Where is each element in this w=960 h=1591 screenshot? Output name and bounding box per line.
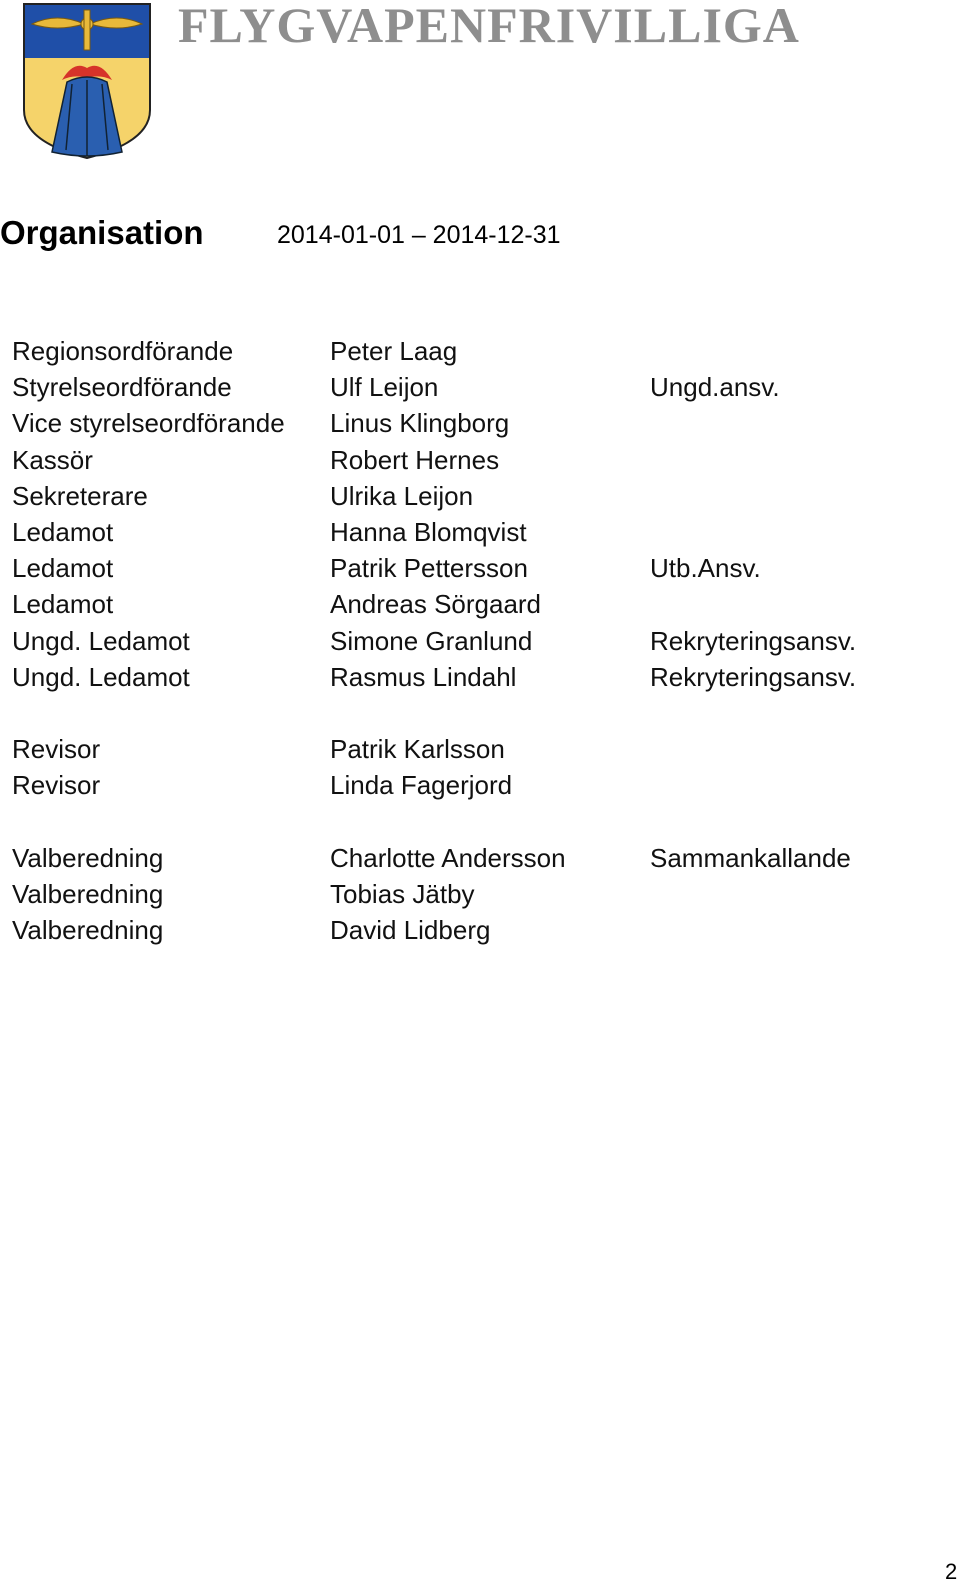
role-cell: Vice styrelseordförande [12, 408, 285, 439]
role-cell: Valberedning [12, 842, 164, 873]
name-cell: Rasmus Lindahl [330, 661, 517, 692]
title-row [0, 211, 960, 255]
note-cell: Utb.Ansv. [650, 553, 761, 584]
role-cell: Revisor [12, 770, 101, 801]
role-cell: Ledamot [12, 516, 114, 547]
role-cell: Kassör [12, 444, 93, 475]
auditors-section [0, 731, 960, 803]
name-cell: Tobias Jätby [330, 878, 475, 909]
roster-row [0, 550, 960, 586]
name-cell: Linda Fagerjord [330, 770, 513, 801]
name-cell: Hanna Blomqvist [330, 516, 527, 547]
note-cell: Ungd.ansv. [650, 372, 780, 403]
organization-roster [0, 333, 960, 948]
name-cell: Peter Laag [330, 336, 458, 366]
roster-row [0, 912, 960, 948]
page-header [0, 0, 960, 165]
page-title: Organisation [0, 214, 204, 251]
role-cell: Ungd. Ledamot [12, 661, 190, 692]
roster-row [0, 333, 960, 369]
role-cell: Sekreterare [12, 480, 148, 511]
organization-name: FLYGVAPENFRIVILLIGA [178, 0, 800, 53]
roster-row [0, 767, 960, 803]
page-number: 2 [945, 1559, 958, 1584]
name-cell: Ulrika Leijon [330, 480, 474, 511]
role-cell: Styrelseordförande [12, 372, 232, 403]
board-section [0, 333, 960, 695]
name-cell: Andreas Sörgaard [330, 589, 542, 620]
role-cell: Ledamot [12, 589, 114, 620]
note-cell: Rekryteringsansv. [650, 661, 857, 692]
roster-row [0, 478, 960, 514]
roster-row [0, 840, 960, 876]
nomination-committee-section [0, 840, 960, 949]
name-cell: Robert Hernes [330, 444, 500, 475]
name-cell: Simone Granlund [330, 625, 533, 656]
roster-row [0, 442, 960, 478]
roster-row [0, 659, 960, 695]
roster-row [0, 369, 960, 405]
period: 2014-01-01 – 2014-12-31 [277, 221, 561, 249]
roster-row [0, 586, 960, 622]
name-cell: Ulf Leijon [330, 372, 439, 403]
roster-row [0, 514, 960, 550]
name-cell: Patrik Karlsson [330, 734, 505, 765]
role-cell: Valberedning [12, 878, 164, 909]
role-cell: Regionsordförande [12, 336, 234, 366]
roster-row [0, 731, 960, 767]
crest-logo [22, 2, 152, 160]
roster-row [0, 405, 960, 441]
note-cell: Rekryteringsansv. [650, 625, 857, 656]
name-cell: Charlotte Andersson [330, 842, 566, 873]
note-cell: Sammankallande [650, 842, 851, 873]
name-cell: Patrik Pettersson [330, 553, 528, 584]
roster-row [0, 876, 960, 912]
roster-row [0, 623, 960, 659]
role-cell: Ungd. Ledamot [12, 625, 190, 656]
role-cell: Valberedning [12, 915, 164, 945]
role-cell: Revisor [12, 734, 101, 765]
name-cell: Linus Klingborg [330, 408, 510, 439]
name-cell: David Lidberg [330, 915, 491, 945]
role-cell: Ledamot [12, 553, 114, 584]
